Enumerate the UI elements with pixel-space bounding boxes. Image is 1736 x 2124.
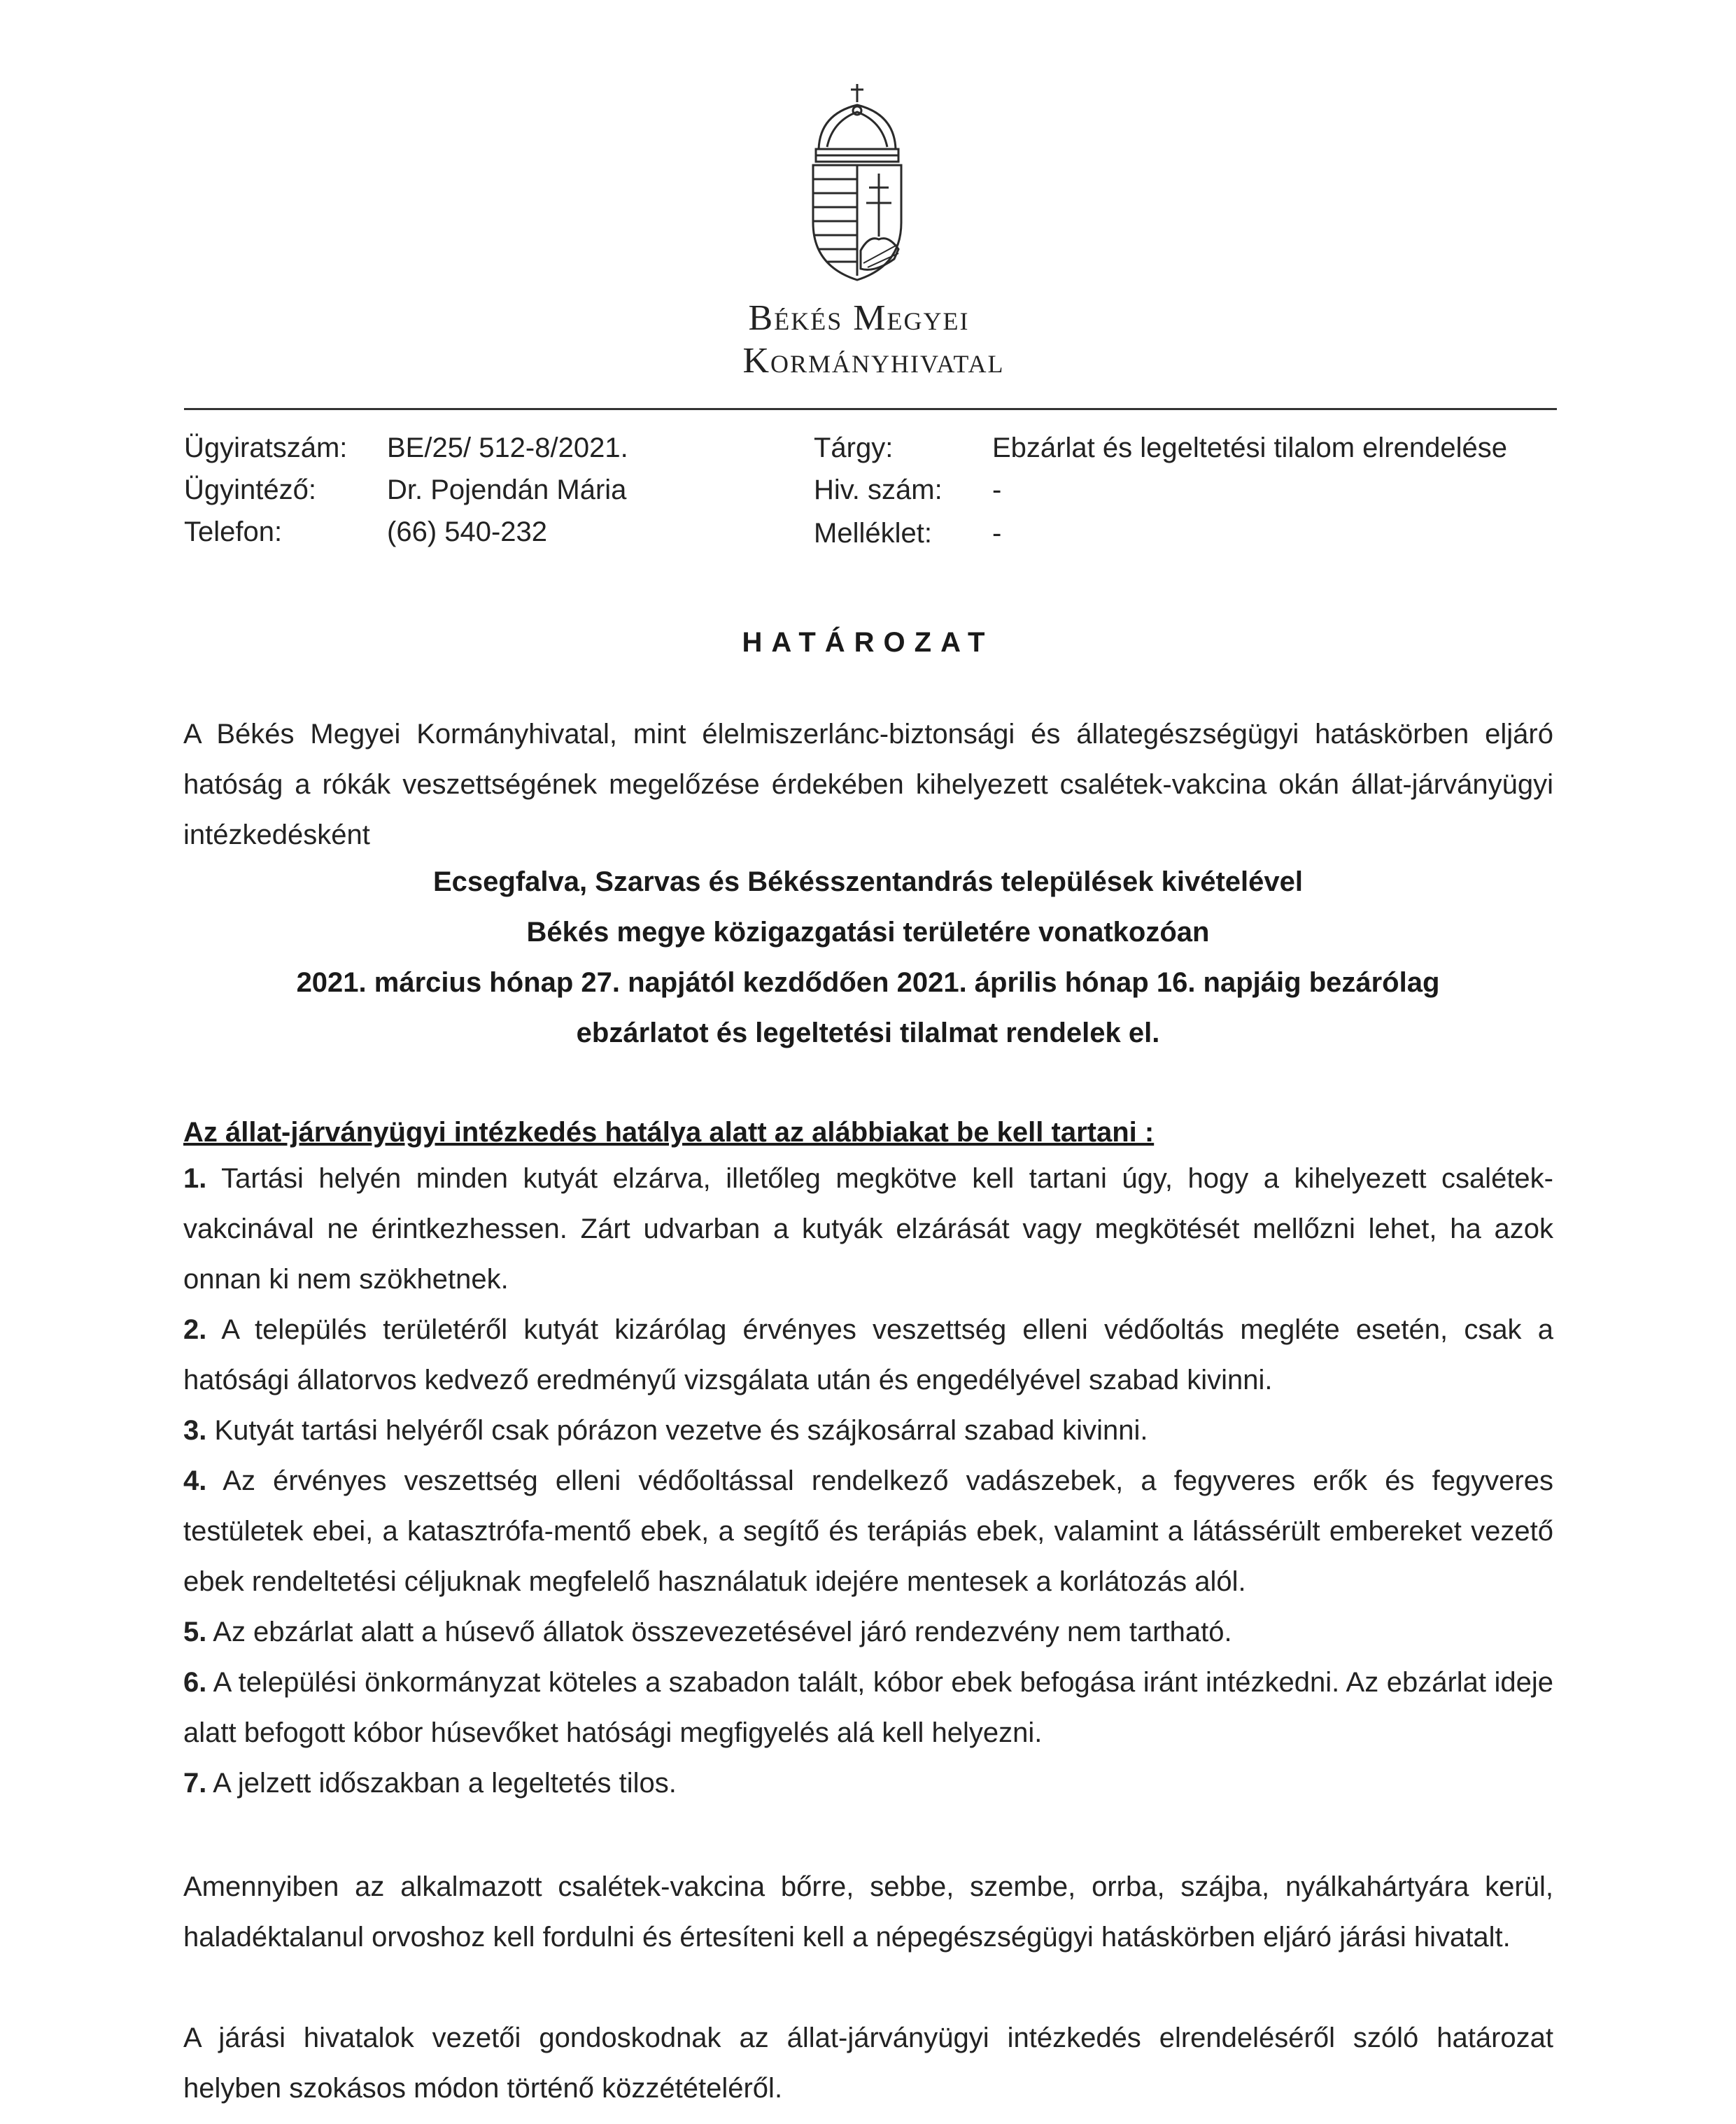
office-name-line1: Békés Megyei <box>748 298 970 338</box>
rule-text: Tartási helyén minden kutyát elzárva, illetőleg megkötve kell tartani úgy, hogy a kihelyezett csalétek-vakcinával ne érintkezhessen. Zárt udvarban a kutyák elzárását vagy megkötését mellőzni lehet, ha azok onnan ki nem szökhetnek. <box>183 1163 1553 1295</box>
rule-number: 7. <box>183 1768 207 1799</box>
decision-line: 2021. március hónap 27. napjától kezdődően 2021. április hónap 16. napjáig bezárólag <box>296 967 1440 998</box>
document-title: HATÁROZAT <box>742 627 994 658</box>
reference-label: Hiv. szám: <box>814 474 943 505</box>
rule-item <box>183 1456 1553 1607</box>
officer-label: Ügyintéző: <box>184 474 316 505</box>
phone-label: Telefon: <box>184 516 283 547</box>
closing-paragraph: A járási hivatalok vezetői gondoskodnak az állat-járványügyi intézkedés elrendeléséről szóló határozat helyben szokásos módon történő közzétételéről. <box>183 2023 1553 2104</box>
subject-label: Tárgy: <box>814 432 894 463</box>
rule-text: A települési önkormányzat köteles a szabadon talált, kóbor ebek befogása iránt intézkedni. Az ebzárlat ideje alatt befogott kóbor húsevőket hatósági megfigyelés alá kell helyezni. <box>183 1667 1554 1748</box>
rule-number: 5. <box>183 1617 207 1647</box>
intro-paragraph: A Békés Megyei Kormányhivatal, mint élelmiszerlánc-biztonsági és állategészségügyi hatáskörben eljáró hatóság a rókák veszettségének megelőzése érdekében kihelyezett csalétek-vakcina okán állat-járványügyi intézkedésként <box>183 719 1553 850</box>
phone-number: (66) 540-232 <box>387 516 548 547</box>
rules-heading: Az állat-járványügyi intézkedés hatálya alatt az alábbiakat be kell tartani : <box>183 1117 1155 1148</box>
header-divider <box>184 408 1557 410</box>
officer-name: Dr. Pojendán Mária <box>387 474 627 505</box>
rule-item <box>183 1758 1553 1808</box>
decision-line: Békés megye közigazgatási területére vonatkozóan <box>526 917 1210 948</box>
rule-number: 4. <box>183 1465 207 1496</box>
rule-number: 1. <box>183 1163 207 1194</box>
rule-number: 6. <box>183 1667 207 1698</box>
attachment-value: - <box>992 518 1002 549</box>
hungarian-coat-of-arms-icon <box>805 83 910 282</box>
decision-line: ebzárlatot és legeltetési tilalmat rendelek el. <box>576 1018 1160 1048</box>
rule-item <box>183 1607 1553 1657</box>
rule-item <box>183 1657 1553 1758</box>
rule-item <box>183 1153 1553 1304</box>
closing-paragraph: Amennyiben az alkalmazott csalétek-vakcina bőrre, sebbe, szembe, orrba, szájba, nyálkahártyára kerül, haladéktalanul orvoshoz kell fordulni és értesíteni kell a népegészségügyi hatáskörben eljáró járási hivatalt. <box>183 1871 1553 1953</box>
rule-text: A település területéről kutyát kizárólag érvényes veszettség elleni védőoltás megléte esetén, csak a hatósági állatorvos kedvező eredményű vizsgálata után és engedélyével szabad kivinni. <box>183 1314 1553 1395</box>
reference-number: - <box>992 474 1002 505</box>
case-number-label: Ügyiratszám: <box>184 432 348 463</box>
rule-text: Kutyát tartási helyéről csak pórázon vezetve és szájkosárral szabad kivinni. <box>214 1415 1148 1446</box>
rule-number: 3. <box>183 1415 207 1446</box>
attachment-label: Melléklet: <box>814 518 932 549</box>
case-number: BE/25/ 512-8/2021. <box>387 432 628 463</box>
subject: Ebzárlat és legeltetési tilalom elrendelése <box>992 432 1507 463</box>
rule-text: Az érvényes veszettség elleni védőoltással rendelkező vadászebek, a fegyveres erők és fegyveres testületek ebei, a katasztrófa-mentő ebek, a segítő és terápiás ebek, valamint a látássérült embereket vezető ebek rendeltetési céljuknak megfelelő használatuk idejére mentesek a korlátozás alól. <box>183 1465 1553 1597</box>
rule-item <box>183 1304 1553 1405</box>
rule-text: A jelzett időszakban a legeltetés tilos. <box>213 1768 677 1799</box>
rule-text: Az ebzárlat alatt a húsevő állatok összevezetésével járó rendezvény nem tartható. <box>213 1617 1232 1647</box>
office-name-line2: Kormányhivatal <box>742 341 1005 381</box>
rule-number: 2. <box>183 1314 207 1345</box>
rule-item <box>183 1405 1553 1456</box>
decision-line: Ecsegfalva, Szarvas és Békésszentandrás települések kivételével <box>433 866 1303 897</box>
